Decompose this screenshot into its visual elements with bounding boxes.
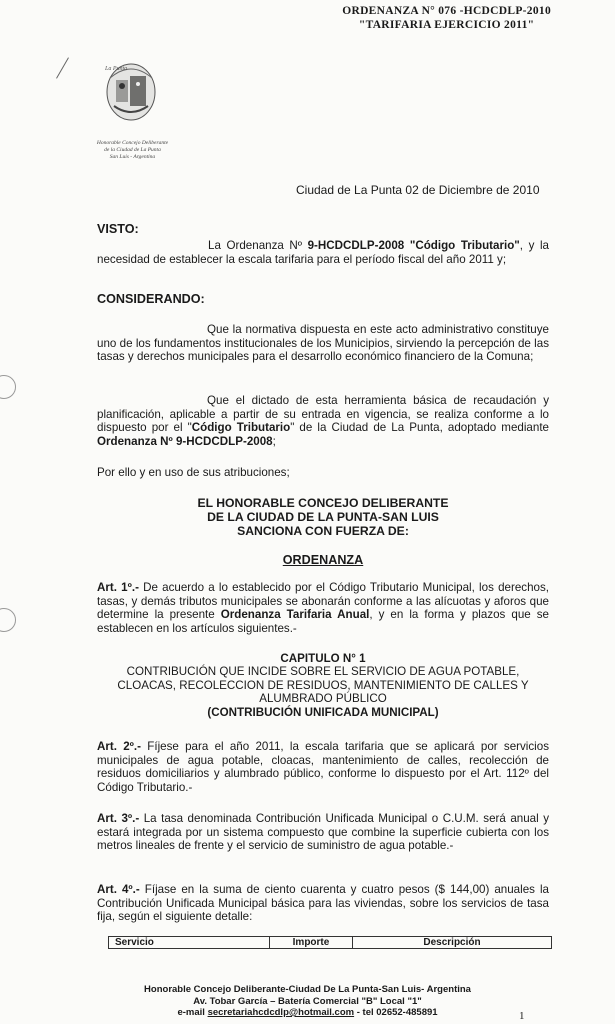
scan-mark: [56, 57, 69, 78]
table-header-descripcion: Descripción: [353, 937, 552, 949]
date-line: Ciudad de La Punta 02 de Diciembre de 2010: [296, 183, 540, 197]
punch-hole: [0, 375, 16, 399]
email-link[interactable]: secretariahcdcdlp@hotmail.com: [207, 1007, 355, 1018]
table-header-importe: Importe: [270, 937, 353, 949]
chapter-heading: CAPITULO N° 1 CONTRIBUCIÓN QUE INCIDE SOBRE EL SERVICIO DE AGUA POTABLE, CLOACAS, RECOLECCION DE RESIDUOS, MANTENIMIENTO DE CALLES Y ALUMBRADO PÚBLICO (CONTRIBUCIÓN UNIFICADA MUNICIPAL): [117, 652, 529, 719]
visto-label: VISTO:: [97, 222, 139, 236]
article-2: Art. 2º.- Fíjese para el año 2011, la escala tarifaria que se aplicará por servicios municipales de agua potable, cloacas, mantenimiento de calles, recolección de residuos domiciliarios y alumbrado público, conforme lo dispuesto por el Art. 112º del Código Tributario.-: [97, 740, 549, 794]
considerando-paragraph-2: Que el dictado de esta herramienta básica de recaudación y planificación, aplicable a partir de su entrada en vigencia, se realiza conforme a lo dispuesto por el "Código Tributario" de la Ciudad de La Punta, adoptado mediante Ordenanza Nº 9-HCDCDLP-2008;: [97, 394, 549, 448]
tariff-table: [108, 936, 552, 949]
svg-text:La Punta: La Punta: [105, 66, 128, 72]
visto-paragraph: La Ordenanza Nº 9-HCDCDLP-2008 "Código Tributario", y la necesidad de establecer la escala tarifaria para el período fiscal del año 2011 y;: [97, 239, 549, 266]
article-1: Art. 1º.- De acuerdo a lo establecido por el Código Tributario Municipal, los derechos, tasas, y demás tributos municipales se abonarán conforme a las alícuotas y aforos que determine la presente Ordenanza Tarifaria Anual, y en la forma y plazos que se establecen en los artículos siguientes.-: [97, 581, 549, 635]
seal-caption: Honorable Concejo Deliberante de la Ciudad de La Punta San Luis - Argentina: [96, 140, 169, 160]
footer-address: Av. Tobar García – Batería Comercial "B" Local "1": [193, 995, 422, 1007]
considerando-paragraph-3: Por ello y en uso de sus atribuciones;: [97, 466, 290, 479]
considerando-paragraph-1: Que la normativa dispuesta en este acto administrativo constituye uno de los fundamentos institucionales de los Municipios, sirviendo la percepción de las tasas y derechos municipales para el desarrollo económico financiero de la Comuna;: [97, 323, 549, 364]
sanciona-block: EL HONORABLE CONCEJO DELIBERANTE DE LA CIUDAD DE LA PUNTA-SAN LUIS SANCIONA CON FUERZA DE:: [197, 496, 449, 538]
table-header-servicio: Servicio: [109, 937, 270, 949]
page-number: 1: [519, 1010, 525, 1022]
article-3: Art. 3º.- La tasa denominada Contribución Unificada Municipal o C.U.M. será anual y estará integrada por un sistema compuesto que combine la superficie cubierta con los metros lineales de frente y el servicio de suministro de agua potable.-: [97, 812, 549, 853]
punch-hole: [0, 608, 16, 632]
footer-institution: Honorable Concejo Deliberante-Ciudad De La Punta-San Luis- Argentina: [144, 984, 471, 995]
ordinance-subtitle: "TARIFARIA EJERCICIO 2011": [358, 18, 535, 31]
footer-contact: e-mail secretariahcdcdlp@hotmail.com - tel 02652-485891: [177, 1007, 438, 1018]
considerando-label: CONSIDERANDO:: [97, 292, 205, 306]
table-header-row: [109, 937, 552, 949]
article-4: Art. 4º.- Fíjase en la suma de ciento cuarenta y cuatro pesos ($ 144,00) anuales la Contribución Unificada Municipal básica para las viviendas, sobre los servicios de tasa fija, según el siguiente detalle:: [97, 883, 549, 924]
seal-emblem-icon: [102, 58, 160, 134]
ordenanza-title: ORDENANZA: [282, 553, 364, 567]
institution-seal: [102, 58, 160, 134]
document-header: [342, 5, 551, 32]
ordinance-number: ORDENANZA N° 076 -HCDCDLP-2010: [342, 5, 551, 17]
